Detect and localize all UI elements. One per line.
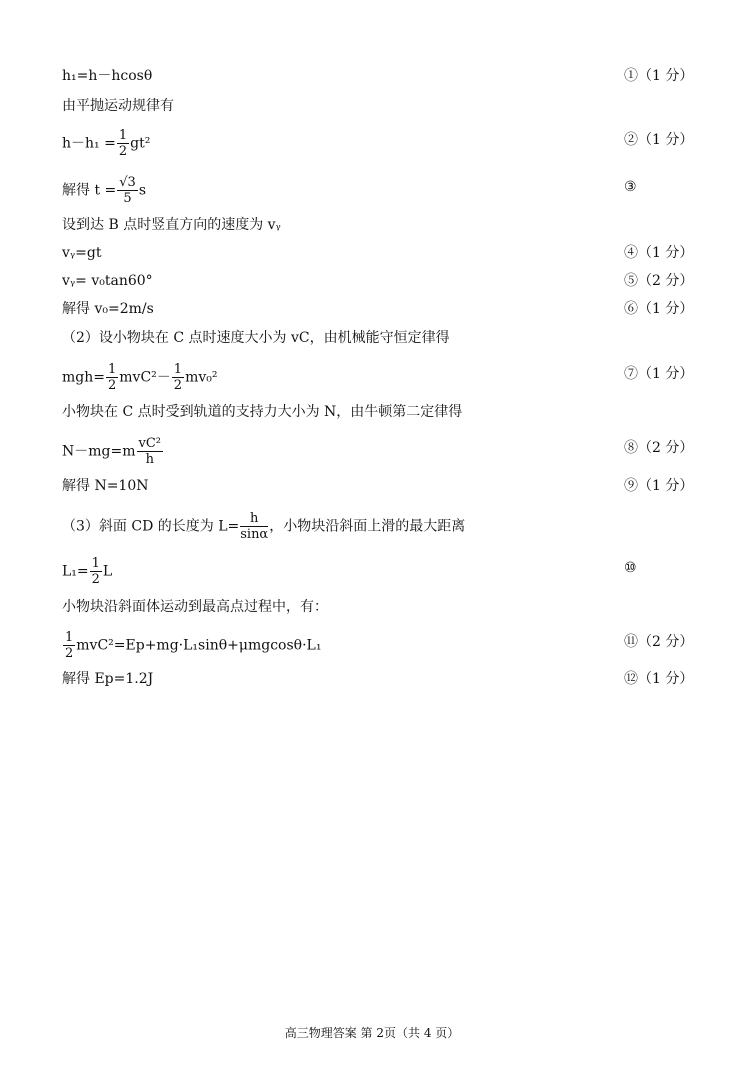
equation: vᵧ=gt <box>62 245 102 261</box>
equation: L₁= $\frac{1}{2}$ L <box>62 556 113 587</box>
score-mark: ⑨（1 分） <box>624 478 694 494</box>
equation: 解得 t = $\frac{√3}{5}$ s <box>62 175 147 206</box>
score-mark: ⑤（2 分） <box>624 273 694 289</box>
score-mark: ⑧（2 分） <box>624 440 694 456</box>
fraction: $\frac{1}{2}$ <box>118 128 128 159</box>
equation: （3）斜面 CD 的长度为 L= $\frac{h}{\sin\alpha}$ ，小物块沿斜面上滑的最大距离 <box>62 511 466 542</box>
line-17 <box>62 630 694 661</box>
line-6 <box>62 242 694 264</box>
line-2 <box>62 95 674 117</box>
text-line: 小物块在 C 点时受到轨道的支持力大小为 N，由牛顿第二定律得 <box>62 404 463 420</box>
line-18 <box>62 668 694 690</box>
line-9 <box>62 327 674 349</box>
line-16 <box>62 596 674 618</box>
score-mark: ②（1 分） <box>624 132 694 148</box>
fraction: $\frac{1}{2}$ <box>65 630 74 661</box>
text-line: （2）设小物块在 C 点时速度大小为 vC，由机械能守恒定律得 <box>62 330 450 346</box>
equation: h－h₁ = $\frac{1}{2}$ gt² <box>62 128 151 159</box>
equation: vᵧ= v₀tan60° <box>62 273 153 289</box>
line-1 <box>62 65 694 87</box>
line-12 <box>62 436 694 467</box>
line-7 <box>62 270 694 292</box>
fraction: $\frac{\text{vC²}}{h}$ <box>138 436 162 467</box>
page-footer: 高三物理答案 第 2页（共 4 页） <box>284 1026 460 1040</box>
score-mark: ⑩ <box>624 560 637 576</box>
score-mark: ①（1 分） <box>624 68 694 84</box>
text-line: 设到达 B 点时竖直方向的速度为 vᵧ <box>62 217 281 233</box>
line-8 <box>62 298 694 320</box>
line-13 <box>62 475 694 497</box>
score-mark: ⑥（1 分） <box>624 301 694 317</box>
fraction: $\frac{1}{2}$ <box>173 362 183 393</box>
line-4 <box>62 175 674 206</box>
equation: $\frac{1}{2}$ mvC²=Ep+mg·L₁sinθ+μmgcosθ·L₁ <box>65 630 322 661</box>
fraction: $\frac{1}{2}$ <box>91 556 100 587</box>
score-mark: ④（1 分） <box>624 245 694 261</box>
line-5 <box>62 214 674 236</box>
line-14 <box>62 511 674 542</box>
score-mark: ③ <box>624 179 637 195</box>
equation: 解得 N=10N <box>62 478 149 494</box>
equation: h₁=h－hcosθ <box>62 68 153 84</box>
equation: 解得 Ep=1.2J <box>62 671 154 687</box>
line-11 <box>62 401 674 423</box>
fraction: $\frac{√3}{5}$ <box>119 175 136 206</box>
line-10 <box>62 362 694 393</box>
equation: 解得 v₀=2m/s <box>62 301 154 317</box>
text-line: 小物块沿斜面体运动到最高点过程中，有： <box>62 599 328 615</box>
score-mark: ⑦（1 分） <box>624 366 694 382</box>
score-mark: ⑪（2 分） <box>624 634 694 650</box>
text-line: 由平抛运动规律有 <box>62 98 174 114</box>
fraction: $\frac{h}{\sin\alpha}$ <box>240 511 269 542</box>
score-mark: ⑫（1 分） <box>624 671 694 687</box>
equation: N－mg=m $\frac{\text{vC²}}{h}$ <box>62 436 162 467</box>
fraction: $\frac{1}{2}$ <box>107 362 117 393</box>
equation: mgh= $\frac{1}{2}$ mvC²－ $\frac{1}{2}$ mv₀² <box>62 362 218 393</box>
line-3 <box>62 128 694 159</box>
line-15 <box>62 556 674 587</box>
